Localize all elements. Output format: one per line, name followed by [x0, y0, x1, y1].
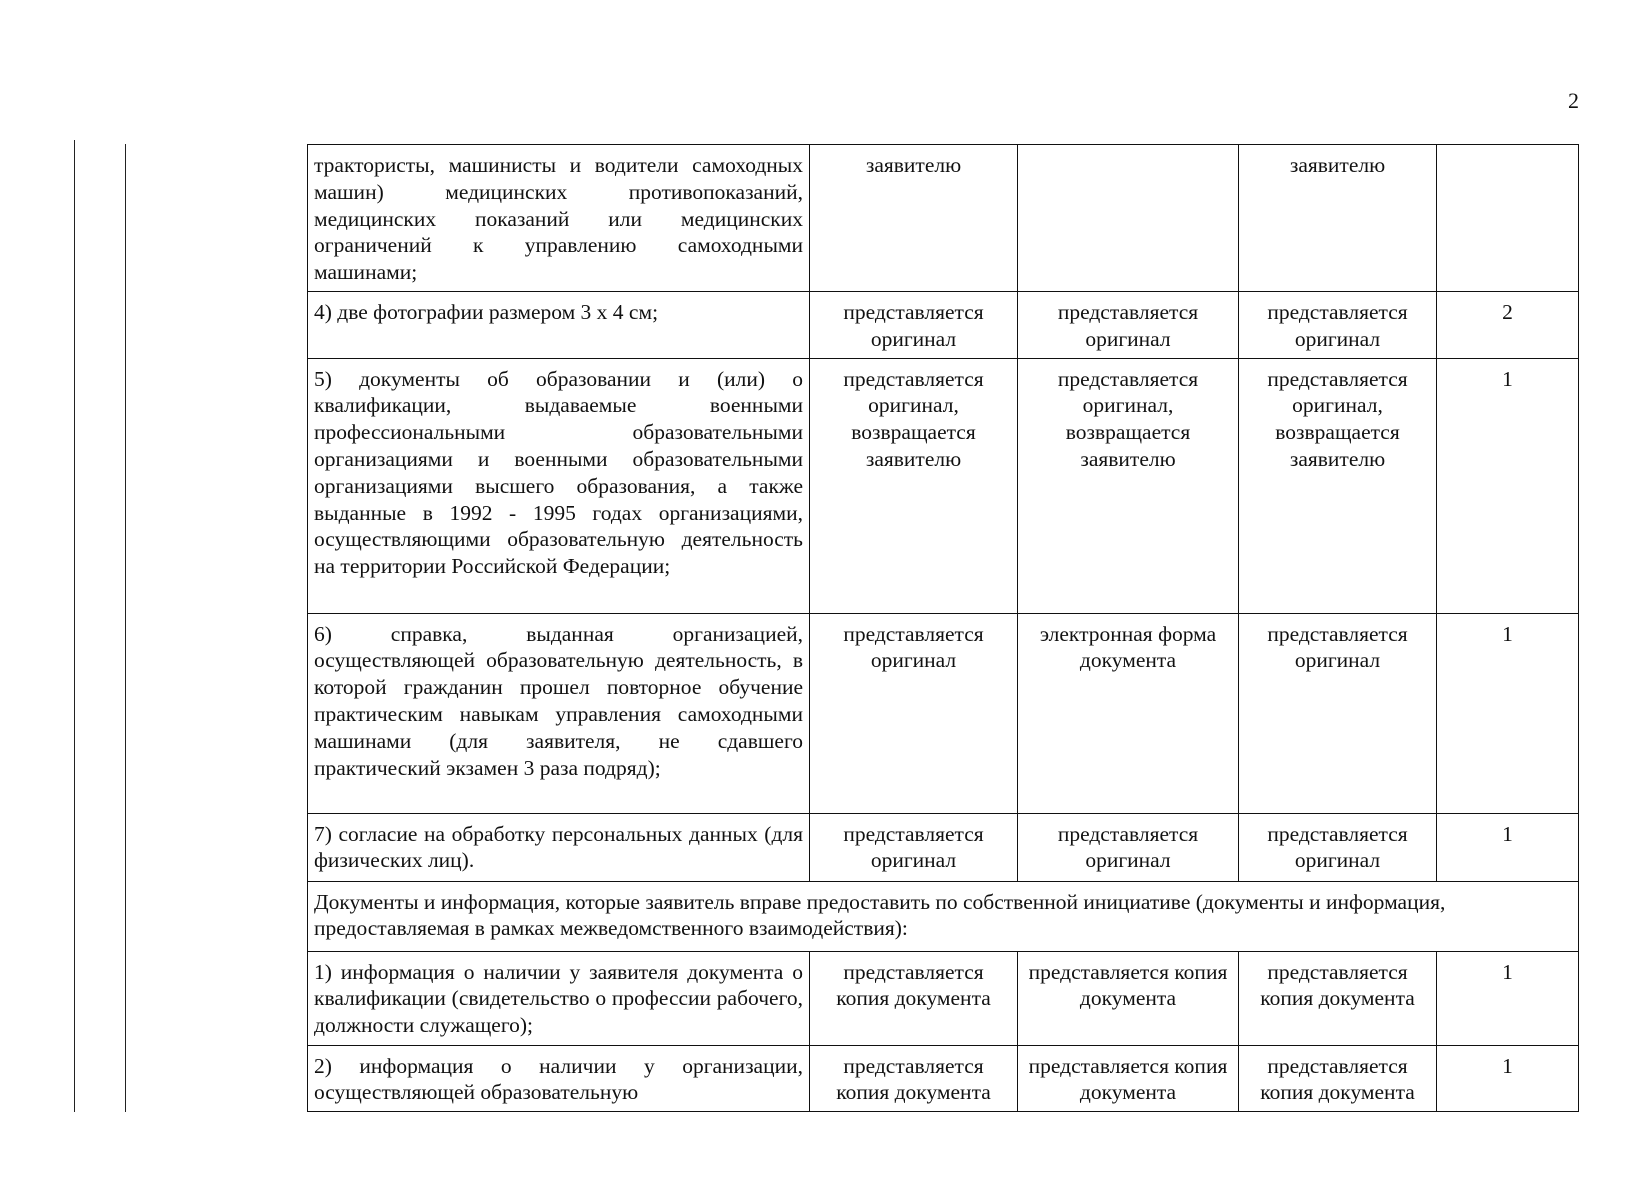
document-description: 5) документы об образовании и (или) о квалификации, выдаваемые военными профессиональными образовательными организациями и военными образовательными организациями высшего образования, а также выданные в 1992 - 1995 годах организациями, осуществляющими образовательную деятельность на территории Российской Федерации;	[308, 358, 810, 613]
table-row	[308, 813, 1579, 881]
quantity-cell	[1437, 145, 1579, 292]
quantity-cell: 1	[1437, 358, 1579, 613]
submission-form-cell: заявителю	[1239, 145, 1437, 292]
submission-form-cell: представляется копия документа	[1018, 1045, 1239, 1112]
submission-form-cell: представляется копия документа	[1018, 951, 1239, 1045]
submission-form-cell: представляется копия документа	[810, 1045, 1018, 1112]
quantity-cell: 1	[1437, 951, 1579, 1045]
document-description: 4) две фотографии размером 3 х 4 см;	[308, 292, 810, 359]
submission-form-cell: представляется оригинал	[1018, 292, 1239, 359]
submission-form-cell: представляется копия документа	[810, 951, 1018, 1045]
document-description: 1) информация о наличии у заявителя документа о квалификации (свидетельство о профессии рабочего, должности служащего);	[308, 951, 810, 1045]
submission-form-cell: представляется оригинал	[810, 813, 1018, 881]
submission-form-cell: представляется копия документа	[1239, 1045, 1437, 1112]
submission-form-cell: представляется оригинал	[1239, 813, 1437, 881]
table-row	[308, 951, 1579, 1045]
submission-form-cell: представляется оригинал, возвращается заявителю	[810, 358, 1018, 613]
quantity-cell: 1	[1437, 813, 1579, 881]
document-description: трактористы, машинисты и водители самоходных машин) медицинских противопоказаний, медицинских показаний или медицинских ограничений к управлению самоходными машинами;	[308, 145, 810, 292]
submission-form-cell: представляется оригинал	[1018, 813, 1239, 881]
document-description: 7) согласие на обработку персональных данных (для физических лиц).	[308, 813, 810, 881]
quantity-cell: 1	[1437, 1045, 1579, 1112]
table-row	[308, 1045, 1579, 1112]
submission-form-cell: представляется оригинал	[1239, 613, 1437, 813]
submission-form-cell: представляется оригинал, возвращается заявителю	[1239, 358, 1437, 613]
documents-table	[307, 144, 1579, 1112]
table-row	[308, 292, 1579, 359]
document-description: 2) информация о наличии у организации, осуществляющей образовательную	[308, 1045, 810, 1112]
quantity-cell: 2	[1437, 292, 1579, 359]
section-header-row	[308, 881, 1579, 951]
submission-form-cell: представляется оригинал, возвращается заявителю	[1018, 358, 1239, 613]
submission-form-cell: представляется оригинал	[810, 292, 1018, 359]
submission-form-cell: представляется копия документа	[1239, 951, 1437, 1045]
submission-form-cell: представляется оригинал	[1239, 292, 1437, 359]
table-row	[308, 145, 1579, 292]
submission-form-cell: представляется оригинал	[810, 613, 1018, 813]
document-description: 6) справка, выданная организацией, осуществляющей образовательную деятельность, в которой гражданин прошел повторное обучение практическим навыкам управления самоходными машинами (для заявителя, не сдавшего практический экзамен 3 раза подряд);	[308, 613, 810, 813]
section-header: Документы и информация, которые заявитель вправе предоставить по собственной инициативе (документы и информация, предоставляемая в рамках межведомственного взаимодействия):	[308, 881, 1579, 951]
submission-form-cell: электронная форма документа	[1018, 613, 1239, 813]
table-row	[308, 358, 1579, 613]
table-row	[308, 613, 1579, 813]
submission-form-cell	[1018, 145, 1239, 292]
binding-line-right	[125, 144, 126, 1112]
quantity-cell: 1	[1437, 613, 1579, 813]
page-number: 2	[1568, 88, 1579, 113]
binding-line-left	[74, 140, 75, 1112]
submission-form-cell: заявителю	[810, 145, 1018, 292]
